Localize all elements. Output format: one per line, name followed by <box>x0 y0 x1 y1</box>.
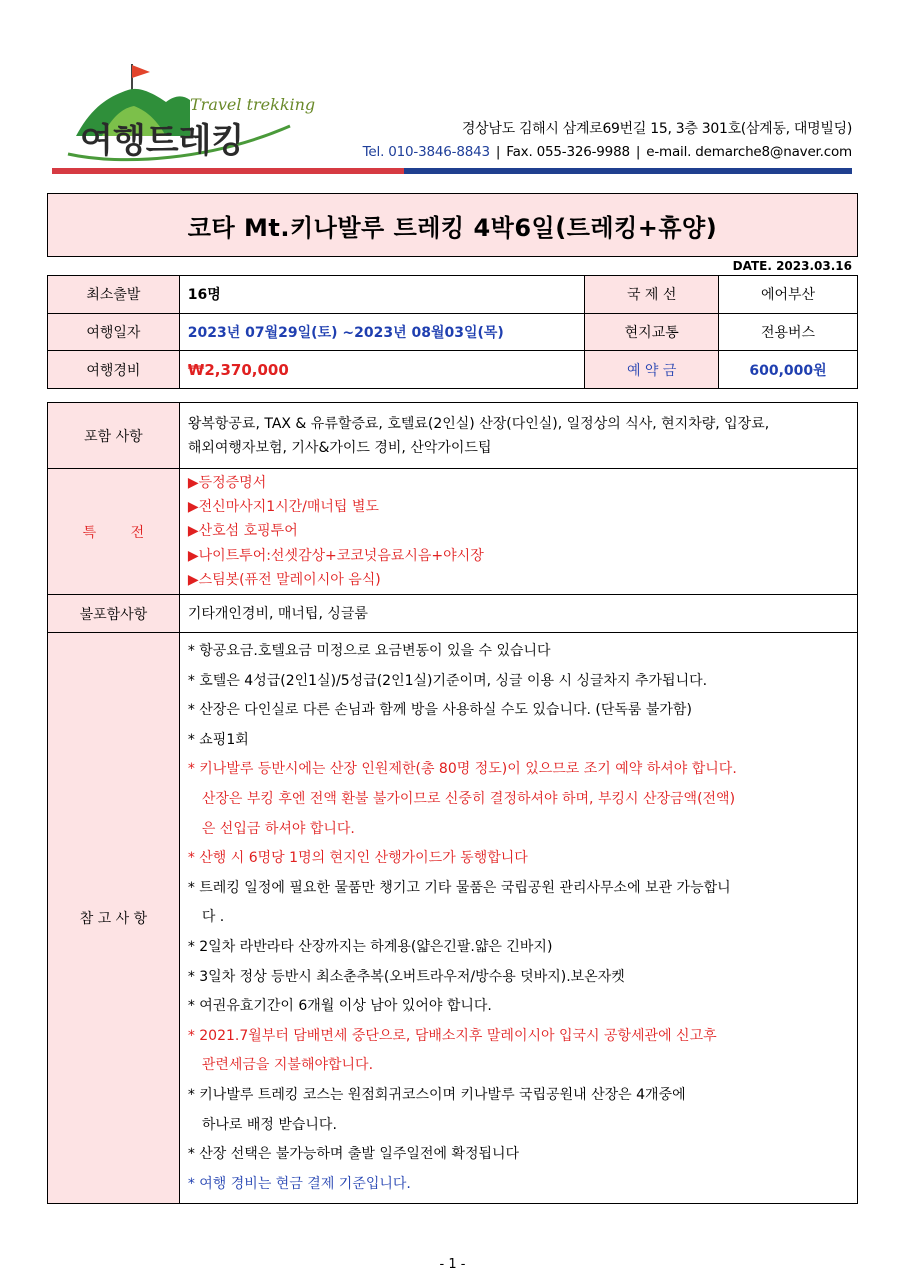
local-transport-value: 전용버스 <box>719 313 858 351</box>
deposit-value: 600,000원 <box>719 351 858 389</box>
header-divider-blue <box>404 168 852 174</box>
list-item: ▶산호섬 호핑투어 <box>187 523 298 540</box>
note-item: * 산장은 다인실로 다른 손님과 함께 방을 사용하실 수도 있습니다. (단독룸 불가함) <box>187 702 692 719</box>
company-contact <box>300 144 852 160</box>
note-item: 하나로 배정 받습니다. <box>201 1116 337 1133</box>
table-row <box>48 276 858 314</box>
cost-label: 여행경비 <box>48 351 180 389</box>
cost-value: ₩2,370,000 <box>179 351 585 389</box>
list-item: ▶스팀봇(퓨전 말레이시아 음식) <box>187 571 381 588</box>
travel-dates-value: 2023년 07월29일(토) ~2023년 08월03일(목) <box>179 313 585 351</box>
note-item: * 여권유효기간이 6개월 이상 남아 있어야 합니다. <box>187 998 492 1015</box>
included-line: 왕복항공료, TAX & 유류할증료, 호텔료(2인실) 산장(다인실), 일정상의 식사, 현지차량, 입장료, <box>187 415 770 432</box>
svg-text:Travel trekking: Travel trekking <box>190 95 316 114</box>
note-item: * 산장 선택은 불가능하며 출발 일주일전에 확정됩니다 <box>187 1146 520 1163</box>
note-item: * 쇼핑1회 <box>187 731 249 748</box>
min-departure-value: 16명 <box>179 276 585 314</box>
tel-link[interactable]: Tel. 010-3846-8843 <box>362 144 490 160</box>
included-line: 해외여행자보험, 기사&가이드 경비, 산악가이드팁 <box>187 439 492 456</box>
document-title-box <box>47 193 858 257</box>
trip-info-table <box>47 275 858 389</box>
benefits-label: 특 전 <box>48 469 180 595</box>
list-item: ▶전신마사지1시간/매너팁 별도 <box>187 499 379 516</box>
min-departure-label: 최소출발 <box>48 276 180 314</box>
separator: | <box>635 144 641 160</box>
travel-dates-label: 여행일자 <box>48 313 180 351</box>
excluded-label: 불포함사항 <box>48 595 180 633</box>
note-item: 다 . <box>201 909 225 926</box>
note-item: * 항공요금.호텔요금 미정으로 요금변동이 있을 수 있습니다 <box>187 643 551 660</box>
excluded-value: 기타개인경비, 매너팁, 싱글룸 <box>179 595 857 633</box>
list-item: ▶나이트투어:선셋감상+코코넛음료시음+야시장 <box>187 547 484 564</box>
company-logo <box>62 56 316 168</box>
fax-number: Fax. 055-326-9988 <box>506 144 630 160</box>
deposit-label: 예 약 금 <box>585 351 719 389</box>
email-link[interactable]: e-mail. demarche8@naver.com <box>646 144 852 160</box>
airline-value: 에어부산 <box>719 276 858 314</box>
note-item: * 산행 시 6명당 1명의 현지인 산행가이드가 동행합니다 <box>187 850 528 867</box>
note-item: * 2일차 라반라타 산장까지는 하계용(얇은긴팔.얇은 긴바지) <box>187 938 553 955</box>
included-label: 포함 사항 <box>48 403 180 469</box>
page-number: - 1 - <box>439 1257 466 1272</box>
table-row <box>48 633 858 1204</box>
note-item: * 여행 경비는 현금 결제 기준입니다. <box>187 1175 411 1192</box>
list-item: ▶등정증명서 <box>187 475 267 491</box>
note-item: 관련세금을 지불해야합니다. <box>201 1057 374 1074</box>
table-row <box>48 351 858 389</box>
company-address: 경상남도 김해시 삼계로69번길 15, 3층 301호(삼계동, 대명빌딩) <box>461 121 852 137</box>
document-date: DATE. 2023.03.16 <box>732 259 852 273</box>
local-transport-label: 현지교통 <box>585 313 719 351</box>
notes-label: 참 고 사 항 <box>48 633 180 1204</box>
table-row <box>48 313 858 351</box>
table-row <box>48 595 858 633</box>
note-item: * 키나발루 등반시에는 산장 인원제한(총 80명 정도)이 있으므로 조기 예약 하셔야 합니다. <box>187 761 737 778</box>
table-row <box>48 469 858 595</box>
note-item: * 3일차 정상 등반시 최소춘추복(오버트라우저/방수용 덧바지).보온자켓 <box>187 968 625 985</box>
note-item: * 2021.7월부터 담배면세 중단으로, 담배소지후 말레이시아 입국시 공항세관에 신고후 <box>187 1027 717 1044</box>
document-title: 코타 Mt.키나발루 트레킹 4박6일(트레킹+휴양) <box>187 213 718 242</box>
notes-list <box>179 633 857 1204</box>
benefits-list <box>179 469 857 595</box>
separator: | <box>495 144 501 160</box>
note-item: * 트레킹 일정에 필요한 물품만 챙기고 기타 물품은 국립공원 관리사무소에 보관 가능합니 <box>187 879 731 896</box>
table-row <box>48 403 858 469</box>
note-item: * 호텔은 4성급(2인1실)/5성급(2인1실)기준이며, 싱글 이용 시 싱글차지 추가됩니다. <box>187 672 708 689</box>
note-item: 은 선입금 하셔야 합니다. <box>201 820 355 837</box>
airline-label: 국 제 선 <box>585 276 719 314</box>
included-value <box>179 403 857 469</box>
note-item: 산장은 부킹 후엔 전액 환불 불가이므로 신중히 결정하셔야 하며, 부킹시 산장금액(전액) <box>201 790 736 807</box>
svg-text:여행트레킹: 여행트레킹 <box>80 121 245 161</box>
note-item: * 키나발루 트레킹 코스는 원점회귀코스이며 키나발루 국립공원내 산장은 4개중에 <box>187 1086 686 1103</box>
trip-details-table <box>47 402 858 1204</box>
header-divider-red <box>52 168 404 174</box>
